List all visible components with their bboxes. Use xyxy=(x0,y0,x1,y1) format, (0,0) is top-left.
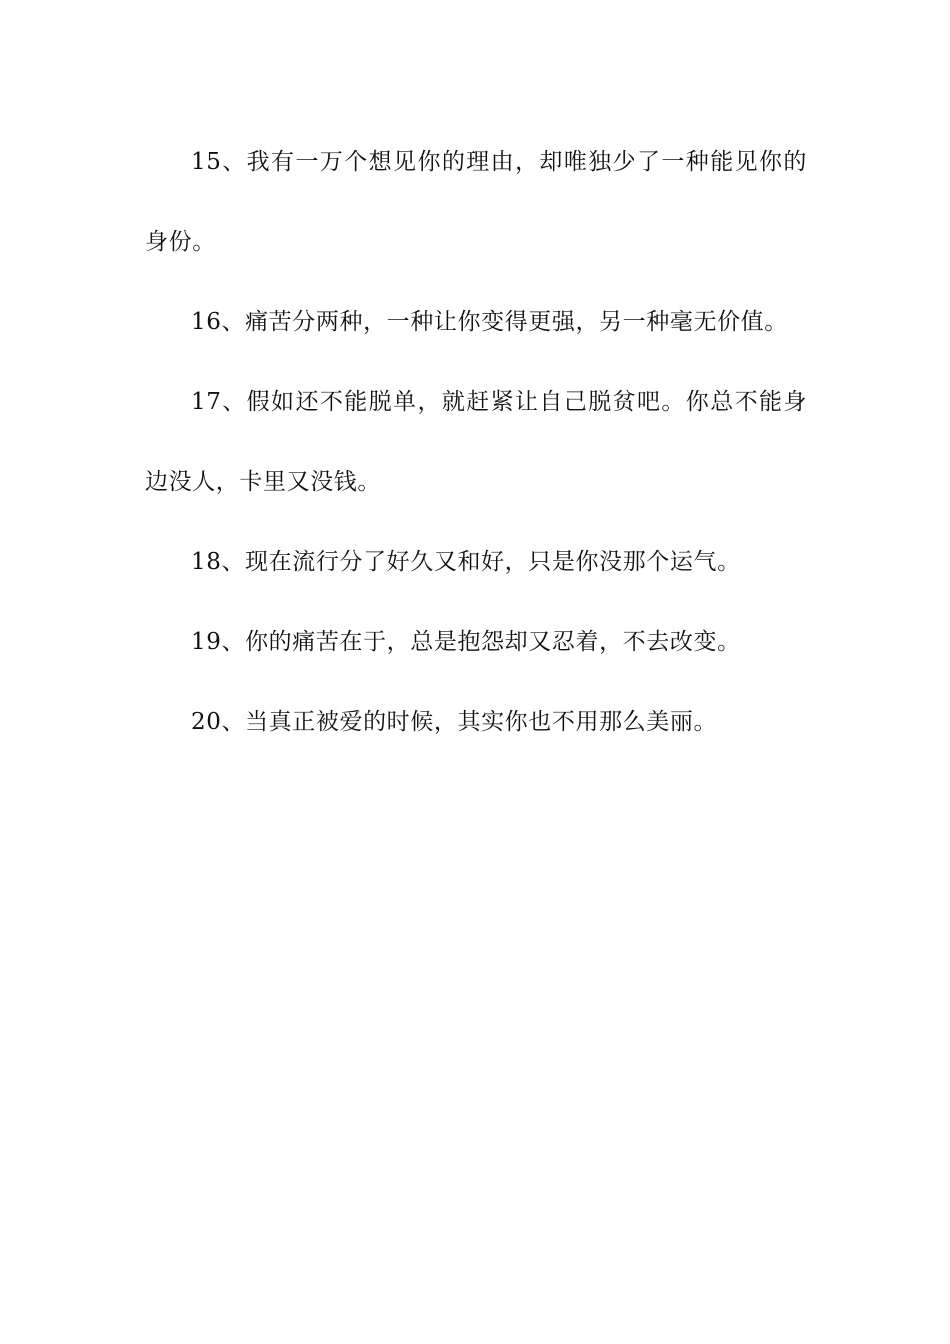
paragraph-18: 18、现在流行分了好久又和好，只是你没那个运气。 xyxy=(191,549,741,575)
paragraph-20: 20、当真正被爱的时候，其实你也不用那么美丽。 xyxy=(191,709,718,735)
paragraph-15: 15、我有一万个想见你的理由，却唯独少了一种能见你的身份。 xyxy=(145,149,807,255)
paragraph-19: 19、你的痛苦在于，总是抱怨却又忍着，不去改变。 xyxy=(191,629,741,655)
document-body xyxy=(145,122,807,762)
paragraph-17: 17、假如还不能脱单，就赶紧让自己脱贫吧。你总不能身边没人，卡里又没钱。 xyxy=(145,389,807,495)
paragraph-16: 16、痛苦分两种，一种让你变得更强，另一种毫无价值。 xyxy=(191,309,788,335)
